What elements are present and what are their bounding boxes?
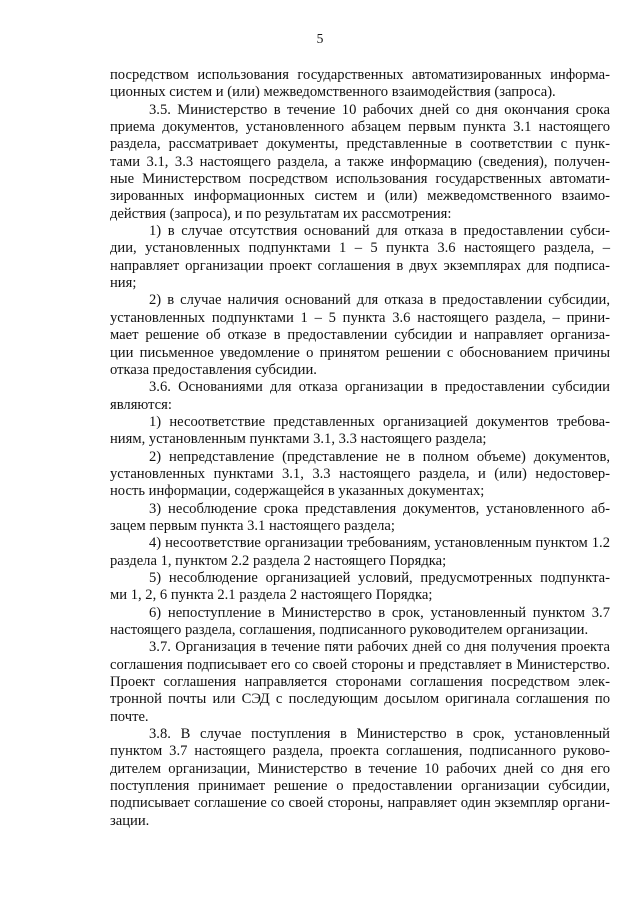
text-line: 3.8. В случае поступления в Министерство в срок, установленный [149, 726, 610, 743]
text-line: тронной почты или СЭД с последующим досылом оригинала соглашения по [110, 691, 610, 708]
text-line: являются: [110, 396, 172, 413]
text-line: 2) в случае наличия оснований для отказа в предоставлении субсидии, [149, 292, 610, 309]
text-line: ные Министерством посредством использования государственных автомати- [110, 171, 610, 188]
text-line: действия (запроса), и по результатам их рассмотрения: [110, 205, 452, 222]
text-line: 3.5. Министерство в течение 10 рабочих дней со дня окончания срока [149, 101, 610, 118]
text-line: приема документов, установленного абзацем первым пункта 3.1 настоящего [110, 119, 610, 136]
text-line: раздела, рассматривает документы, представленные в соответствии с пунк- [110, 136, 610, 153]
text-line: ность информации, содержащейся в указанных документах; [110, 483, 485, 500]
text-line: ния; [110, 275, 137, 292]
text-line: 4) несоответствие организации требованиям, установленным пунктом 1.2 [149, 535, 610, 552]
text-line: зации. [110, 812, 150, 829]
text-line: 1) в случае отсутствия оснований для отказа в предоставлении субси- [149, 223, 610, 240]
text-line: подписывает соглашение со своей стороны, направляет один экземпляр органи- [110, 795, 610, 812]
text-line: настоящего раздела, соглашения, подписанного руководителем организации. [110, 622, 589, 638]
text-line: ции письменное уведомление о принятом решении с обоснованием причины [110, 344, 610, 361]
document-body [110, 67, 610, 830]
text-line: установленных подпунктами 1 – 5 пункта 3.6 настоящего раздела, – прини- [110, 309, 610, 326]
text-line: направляет организации проект соглашения в двух экземплярах для подписа- [110, 257, 610, 274]
text-line: 3) несоблюдение срока представления документов, установленного аб- [149, 500, 610, 517]
text-line: ционных систем и (или) межведомственного взаимодействия (запроса). [110, 84, 556, 101]
text-line: установленных пунктами 3.1, 3.3 настоящего раздела, и (или) недостовер- [110, 465, 610, 482]
text-line: посредством использования государственных автоматизированных информа- [110, 67, 610, 83]
text-line: пунктом 3.7 настоящего раздела, проекта соглашения, подписанного руково- [110, 743, 610, 760]
text-line: мает решение об отказе в предоставлении субсидии и направляет организа- [110, 327, 610, 344]
text-line: Проект соглашения направляется сторонами соглашения посредством элек- [110, 674, 610, 691]
text-line: 2) непредставление (представление не в полном объеме) документов, [149, 448, 610, 465]
text-line: 1) несоответствие представленных организацией документов требова- [149, 413, 610, 430]
text-line: зацем первым пункта 3.1 настоящего раздела; [110, 517, 395, 534]
text-line: ниям, установленным пунктами 3.1, 3.3 настоящего раздела; [110, 431, 487, 448]
text-line: 3.7. Организация в течение пяти рабочих дней со дня получения проекта [149, 639, 610, 656]
text-line: 6) непоступление в Министерство в срок, установленный пунктом 3.7 [149, 604, 610, 621]
text-line: отказа предоставления субсидии. [110, 361, 317, 378]
text-line: 5) несоблюдение организацией условий, предусмотренных подпункта- [149, 569, 610, 586]
text-line: дителем организации, Министерство в течение 10 рабочих дней со дня его [110, 760, 610, 777]
text-line: тами 3.1, 3.3 настоящего раздела, а также информацию (сведения), получен- [110, 153, 610, 170]
text-line: зированных информационных систем и (или) межведомственного взаимо- [110, 188, 610, 205]
page-number: 5 [316, 31, 324, 46]
text-line: соглашения подписывает его со своей стороны и представляет в Министерство. [110, 656, 610, 673]
text-line: ми 1, 2, 6 пункта 2.1 раздела 2 настоящего Порядка; [110, 587, 433, 604]
text-line: раздела 1, пунктом 2.2 раздела 2 настоящего Порядка; [110, 552, 447, 569]
text-line: почте. [110, 708, 149, 725]
text-line: поступления принимает решение о предоставлении организации субсидии, [110, 778, 610, 795]
text-line: дии, установленных подпунктами 1 – 5 пункта 3.6 настоящего раздела, – [110, 240, 610, 257]
text-line: 3.6. Основаниями для отказа организации в предоставлении субсидии [149, 379, 610, 396]
